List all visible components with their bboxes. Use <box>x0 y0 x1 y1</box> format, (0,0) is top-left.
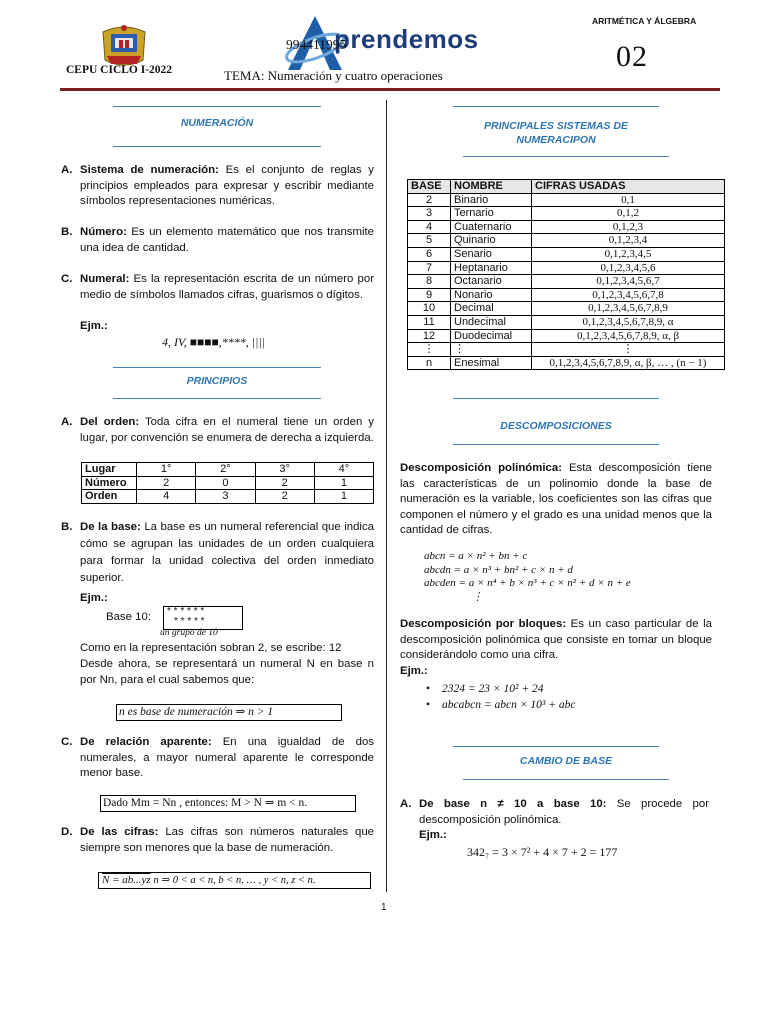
table-cell: 0,1,2,3 <box>532 220 725 234</box>
cifras-box-right: n ⇒ 0 < a < n, b < n, … , y < n, z < n. <box>153 875 316 886</box>
table-cell: 2 <box>137 476 196 490</box>
item-label: C. <box>61 736 73 748</box>
table-cell: ⋮ <box>408 343 451 357</box>
subject-label: ARITMÉTICA Y ÁLGEBRA <box>592 16 697 26</box>
table-cell: 1° <box>137 463 196 477</box>
table-cell: 7 <box>408 261 451 275</box>
principios-title: PRINCIPIOS <box>186 375 248 387</box>
table-cell: Orden <box>82 490 137 504</box>
item-text: La base es un numeral referencial que indica cómo se agrupan las unidades de un orden cualquiera para formar la unidad colectiva del orden inmediato superior. <box>80 521 374 584</box>
table-cell: 2 <box>255 490 314 504</box>
principle-cifras <box>61 825 374 856</box>
table-cell: 1 <box>314 476 373 490</box>
bloques-list <box>426 681 575 713</box>
poly-line: ⋮ <box>472 590 483 603</box>
numeracion-rule-top <box>113 106 321 107</box>
table-row <box>408 329 725 343</box>
base10-label: Base 10: <box>106 611 151 623</box>
sistemas-title-line-2: NUMERACIPON <box>516 134 596 146</box>
sistemas-title-line-1: PRINCIPALES SISTEMAS DE <box>484 120 628 132</box>
table-cell: 0,1,2,3,4 <box>532 234 725 248</box>
table-cell: 12 <box>408 329 451 343</box>
order-table <box>81 462 374 504</box>
bullet-icon: • <box>426 699 431 711</box>
table-cell: Cuaternario <box>451 220 532 234</box>
sistemas-title <box>433 119 679 147</box>
table-cell: 0,1,2,3,4,5,6,7,8,9, α, β <box>532 329 725 343</box>
item-text: Es la representación escrita de un número por medio de símbolos llamados cifras, guarismos o dígitos. <box>80 273 374 301</box>
header-rule <box>60 88 720 91</box>
table-cell: Enesimal <box>451 356 532 370</box>
descomp-title: DESCOMPOSICIONES <box>500 420 612 432</box>
principle-base <box>61 519 374 587</box>
bases-table-body <box>408 193 725 370</box>
school-crest <box>95 20 153 70</box>
table-cell: Undecimal <box>451 315 532 329</box>
table-cell: Lugar <box>82 463 137 477</box>
item-label: B. <box>61 521 73 533</box>
cifras-box <box>98 872 371 889</box>
table-cell: 6 <box>408 247 451 261</box>
table-cell: 0,1,2,3,4,5,6,7,8,9, α, β, … , (n − 1) <box>532 356 725 370</box>
table-cell: 4° <box>314 463 373 477</box>
table-cell: 0,1,2,3,4,5 <box>532 247 725 261</box>
sistemas-rule-bottom <box>463 156 669 157</box>
principle-relacion <box>61 735 374 782</box>
table-row <box>408 302 725 316</box>
relacion-box: Dado Mm = Nn , entonces: M > N ⇒ m < n. <box>100 795 356 812</box>
bases-table <box>407 179 725 370</box>
item-term: De base n ≠ 10 a base 10: <box>419 798 607 810</box>
table-cell: 3 <box>408 207 451 221</box>
bloques-paragraph <box>400 617 712 664</box>
table-header: BASE <box>408 180 451 194</box>
bloques-line-text: abcabcn = abcn × 10³ + abc <box>442 699 576 711</box>
descomp-rule-top <box>453 398 659 399</box>
item-term: De la base: <box>80 521 141 533</box>
item-label: A. <box>61 416 73 428</box>
table-cell: Quinario <box>451 234 532 248</box>
table-cell: 10 <box>408 302 451 316</box>
page-number: 1 <box>381 902 387 913</box>
table-cell: Ternario <box>451 207 532 221</box>
table-cell: ⋮ <box>532 343 725 357</box>
logo-text: prendemos <box>334 24 479 54</box>
table-row <box>408 207 725 221</box>
principios-rule-bottom <box>113 398 321 399</box>
table-cell: 0,1,2,3,4,5,6,7,8,9, α <box>532 315 725 329</box>
table-row <box>408 234 725 248</box>
item-text: Es el conjunto de reglas y principios empleados para expresar y escribir mediante símbolos representaciones numéricas. <box>80 164 374 207</box>
base-ejm-label: Ejm.: <box>80 592 108 604</box>
bloques-line <box>426 697 575 713</box>
bloques-ejm-label: Ejm.: <box>400 665 428 677</box>
table-cell: 5 <box>408 234 451 248</box>
item-term: Numeral: <box>80 273 130 285</box>
item-text: Esta descomposición tiene las características de un polinomio donde la base de numeración es la variable, los coeficientes son las cifras que componen el número y el grado es una unidad menos que la cantidad de cifras. <box>400 462 712 536</box>
item-term: De relación aparente: <box>80 736 212 748</box>
stars-group <box>163 606 243 630</box>
item-text: Es un caso particular de la descomposición polinómica que consiste en tomar un bloque considerándolo como una cifra. <box>400 618 712 661</box>
table-row <box>408 288 725 302</box>
stars-row-2: * * * * * <box>174 616 205 627</box>
table-row <box>408 343 725 357</box>
table-cell: 0,1,2 <box>532 207 725 221</box>
group-caption: un grupo de 10 <box>160 628 218 638</box>
table-cell: 8 <box>408 275 451 289</box>
item-sistema <box>61 163 374 210</box>
table-row <box>408 275 725 289</box>
cycle-label: CEPU CICLO I-2022 <box>66 64 173 76</box>
item-text: Se procede por descomposición polinómica. <box>419 798 709 826</box>
sistemas-rule-top <box>453 106 659 107</box>
table-header-row <box>408 180 725 194</box>
item-numeral <box>61 272 374 303</box>
poly-line: abcdn = a × n³ + bn² + c × n + d <box>424 563 573 576</box>
topic-title: TEMA: Numeración y cuatro operaciones <box>224 68 443 83</box>
base-text-2: Como en la representación sobran 2, se escribe: 12 <box>80 642 342 654</box>
table-cell: 4 <box>137 490 196 504</box>
table-row <box>408 220 725 234</box>
poly-line: abcn = a × n² + bn + c <box>424 550 528 562</box>
item-numero <box>61 225 374 256</box>
poly-lines <box>424 550 631 604</box>
table-cell: 0,1,2,3,4,5,6,7 <box>532 275 725 289</box>
stars-row-1: * * * * * * <box>167 606 205 617</box>
bloques-line <box>426 681 575 697</box>
table-cell: ⋮ <box>451 343 532 357</box>
table-cell: Binario <box>451 193 532 207</box>
item-text: Es un elemento matemático que nos transmite una idea de cantidad. <box>80 226 374 254</box>
table-cell: 0,1 <box>532 193 725 207</box>
descomp-rule-bottom <box>453 444 659 445</box>
table-cell: Heptanario <box>451 261 532 275</box>
table-cell: 3 <box>196 490 255 504</box>
principios-rule-top <box>113 367 321 368</box>
phone-number: 994411995 <box>286 37 347 52</box>
table-cell: 2° <box>196 463 255 477</box>
table-header: NOMBRE <box>451 180 532 194</box>
numeral-example: 4, IV, ■■■■,****, |||| <box>162 335 265 349</box>
item-term: Sistema de numeración: <box>80 164 219 176</box>
table-row <box>408 315 725 329</box>
table-cell: Número <box>82 476 137 490</box>
item-term: Descomposición por bloques: <box>400 618 567 630</box>
cambio-title: CAMBIO DE BASE <box>519 755 613 767</box>
cambio-ejm-label: Ejm.: <box>419 829 447 841</box>
item-text: En una igualdad de dos numerales, a mayor numeral aparente le corresponde menor base. <box>80 736 374 779</box>
numeracion-rule-bottom <box>113 146 321 147</box>
table-cell: 9 <box>408 288 451 302</box>
table-cell: 0,1,2,3,4,5,6,7,8,9 <box>532 302 725 316</box>
cambio-example: 342₇ = 3 × 7² + 4 × 7 + 2 = 177 <box>467 845 618 859</box>
cambio-rule-bottom <box>463 779 669 780</box>
table-row <box>408 193 725 207</box>
table-row <box>82 463 374 477</box>
table-row <box>408 356 725 370</box>
item-term: De las cifras: <box>80 826 159 838</box>
table-cell: n <box>408 356 451 370</box>
column-divider <box>386 100 387 892</box>
cifras-box-left: N = ab...yz <box>102 874 151 886</box>
item-text: Toda cifra en el numeral tiene un orden y lugar, por convención se enumera de derecha a izquierda. <box>80 416 374 444</box>
table-cell: 0,1,2,3,4,5,6 <box>532 261 725 275</box>
item-text: Las cifras son números naturales que siempre son menores que la base de numeración. <box>80 826 374 854</box>
table-cell: Decimal <box>451 302 532 316</box>
cambio-rule-top <box>453 746 659 747</box>
table-cell: 2 <box>255 476 314 490</box>
item-label: D. <box>61 826 73 838</box>
base-text-3: Desde ahora, se representará un numeral N en base n por Nn, para el cual sabemos que: <box>80 658 374 686</box>
item-term: Del orden: <box>80 416 140 428</box>
table-cell: 0 <box>196 476 255 490</box>
item-label: B. <box>61 226 73 238</box>
table-cell: 4 <box>408 220 451 234</box>
table-cell: Nonario <box>451 288 532 302</box>
numeracion-title: NUMERACIÓN <box>180 117 254 129</box>
item-term: Número: <box>80 226 127 238</box>
table-cell: 3° <box>255 463 314 477</box>
ejm-label: Ejm.: <box>80 320 108 332</box>
table-cell: Duodecimal <box>451 329 532 343</box>
table-cell: Senario <box>451 247 532 261</box>
cambio-item <box>400 797 709 828</box>
polinomica-paragraph <box>400 461 712 539</box>
table-cell: 2 <box>408 193 451 207</box>
base-condition-box: n es base de numeración ⇒ n > 1 <box>116 704 342 721</box>
item-label: A. <box>61 164 73 176</box>
table-row <box>408 261 725 275</box>
bullet-icon: • <box>426 683 431 695</box>
item-term: Descomposición polinómica: <box>400 462 563 474</box>
table-row <box>82 490 374 504</box>
table-row <box>82 476 374 490</box>
table-row <box>408 247 725 261</box>
bloques-line-text: 2324 = 23 × 10² + 24 <box>442 683 544 695</box>
item-label: A. <box>400 798 412 810</box>
lesson-number: 02 <box>616 40 648 73</box>
poly-line: abcden = a × n⁴ + b × n³ + c × n² + d × n + e <box>424 577 631 589</box>
table-cell: 0,1,2,3,4,5,6,7,8 <box>532 288 725 302</box>
table-header: CIFRAS USADAS <box>532 180 725 194</box>
principle-orden <box>61 415 374 446</box>
item-label: C. <box>61 273 73 285</box>
table-cell: Octanario <box>451 275 532 289</box>
table-cell: 1 <box>314 490 373 504</box>
table-cell: 11 <box>408 315 451 329</box>
